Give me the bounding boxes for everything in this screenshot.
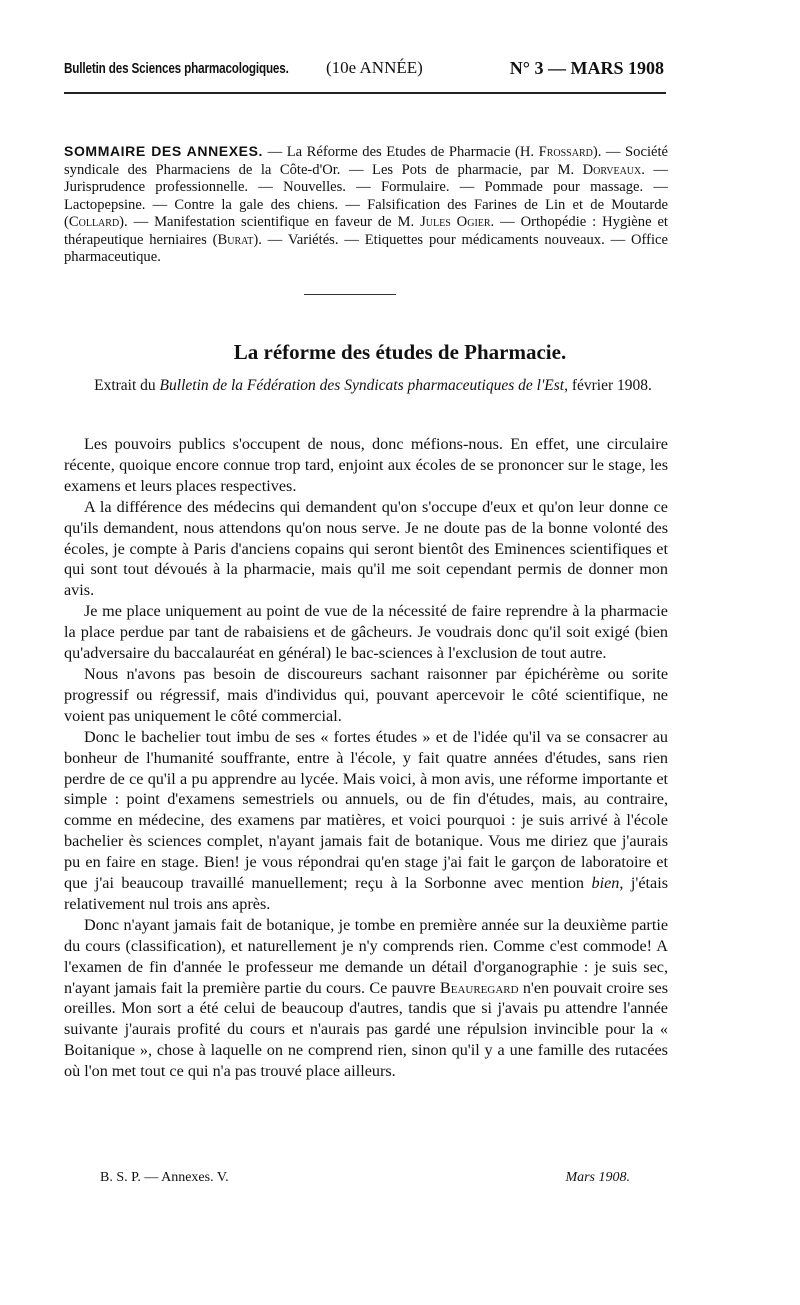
author-name: Jules Ogier bbox=[420, 214, 491, 230]
article-body bbox=[64, 434, 668, 1082]
emphasis-text: bien bbox=[591, 874, 620, 893]
paragraph: Je me place uniquement au point de vue de la nécessité de faire reprendre à la pharmacie la place perdue par tant de rabaisiens et de gâcheurs. Je voudrais donc qu'il soit exigé (bien qu'adversaire du baccalauréat en général) le bac-sciences à l'exclusion de tout autre. bbox=[64, 602, 668, 663]
sommaire-text: ). — Variétés. — Etiquettes pour médicaments nouveaux. — Office pharmaceutique. bbox=[64, 231, 668, 265]
article-source bbox=[78, 376, 668, 396]
extract-source: Bulletin de la Fédération des Syndicats pharmaceutiques de l'Est bbox=[159, 377, 565, 394]
paragraph bbox=[64, 727, 668, 915]
author-name: Dorveaux bbox=[582, 161, 642, 178]
paragraph: Les pouvoirs publics s'occupent de nous, donc méfions-nous. En effet, une circulaire récente, quoique encore connue trop tard, enjoint aux écoles de se prononcer sur le stage, les examens et leurs places respectives. bbox=[64, 435, 668, 495]
paragraph-text: Donc le bachelier tout imbu de ses « fortes études » et de l'idée qu'il va se consacrer au bonheur de l'humanité souffrante, entre à l'école, y fait quatre années d'études, sans rien perdre de ce qu'il a pu apprendre au lycée. Mais voici, à mon avis, une réforme importante et simple : point d'examens semestriels ou annuels, ou de fin d'études, mais, au contraire, comme en médecine, des examens par matières, et voici pourquoi : je suis arrivé à l'école bachelier ès sciences complet, n'ayant jamais fait de botanique. Vous me diriez que j'aurais pu en faire en stage. Bien! je vous répondrai qu'en stage j'ai fait le garçon de laboratoire et que j'ai beaucoup travaillé manuellement; reçu à la Sorbonne avec mention bbox=[64, 727, 668, 893]
paragraph-text: , j'étais relativement nul trois ans après. bbox=[64, 874, 668, 913]
author-name: Collard bbox=[68, 214, 120, 230]
sommaire-text: . — Jurisprudence professionnelle. — Nouvelles. — Formulaire. — Pommade pour massage. — Lactopepsine. — Contre la gale des chiens. — Falsification des Farines de Lin et de Moutarde ( bbox=[64, 161, 668, 230]
page-footer bbox=[100, 1170, 640, 1192]
section-divider bbox=[304, 294, 396, 295]
issue-label: N° 3 — MARS 1908 bbox=[509, 58, 664, 78]
paragraph-text: n'en pouvait croire ses oreilles. Mon sort a été celui de beaucoup d'autres, tandis que si j'avais pu attendre l'année suivante j'aurais profité du cours et n'aurais pas gardé une répulsion invincible pour la « Boitanique », chose à laquelle on ne comprend rien, sinon qu'il y a une famille des rutacées où l'on met tout ce qui n'a pas trouvé place ailleurs. bbox=[64, 978, 668, 1081]
extract-prefix: Extrait du bbox=[94, 377, 160, 394]
year-label: (10e ANNÉE) bbox=[326, 58, 423, 77]
article-title: La réforme des études de Pharmacie. bbox=[233, 340, 567, 364]
paragraph-text: Donc n'ayant jamais fait de botanique, je tombe en première année sur la deuxième partie du cours (classification), et naturellement je n'y comprends rien. Comme c'est commode! A l'examen de fin d'année le professeur me demande un détail d'organographie : je suis sec, n'ayant jamais fait la première partie du cours. Ce pauvre bbox=[64, 915, 668, 997]
author-name: Burat bbox=[217, 231, 254, 248]
author-name: Frossard bbox=[538, 144, 593, 160]
running-header bbox=[64, 56, 664, 86]
sommaire-block bbox=[64, 143, 668, 267]
header-rule bbox=[64, 92, 666, 94]
sommaire-text: — La Réforme des Etudes de Pharmacie (H. bbox=[263, 144, 539, 160]
sommaire-text: ). — Société syndicale des Pharmaciens de la Côte-d'Or. — Les Pots de pharmacie, par M. bbox=[64, 144, 669, 178]
journal-name: Bulletin des Sciences pharmacologiques. bbox=[64, 60, 289, 77]
sommaire-text: . — Orthopédie : Hygiène et thérapeutique herniaires ( bbox=[64, 214, 668, 248]
footer-right: Mars 1908. bbox=[565, 1170, 630, 1185]
extract-date: , février 1908. bbox=[564, 377, 652, 394]
paragraph: Nous n'avons pas besoin de discoureurs sachant raisonner par épichérème ou sorite progressif ou régressif, mais d'individus qui, pouvant apercevoir le côté scientifique, ne voient pas uniquement le côté commercial. bbox=[64, 664, 668, 725]
sommaire-title: SOMMAIRE DES ANNEXES. bbox=[64, 143, 264, 159]
sommaire-text: ). — Manifestation scientifique en faveur de M. bbox=[119, 214, 421, 230]
person-name: Beauregard bbox=[439, 978, 519, 997]
paragraph: A la différence des médecins qui demandent qu'on s'occupe d'eux et qu'on leur donne ce qu'ils demandent, nous attendons qu'on nous serve. Je ne doute pas de la bonne volonté des écoles, je compte à Paris d'anciens copains qui seront bientôt des Eminences scientifiques et qui sont tout dévoués à la pharmacie, mais qu'il me soit cependant permis de donner mon avis. bbox=[64, 497, 668, 600]
footer-left: B. S. P. — Annexes. V. bbox=[100, 1170, 229, 1185]
paragraph bbox=[64, 915, 668, 1082]
